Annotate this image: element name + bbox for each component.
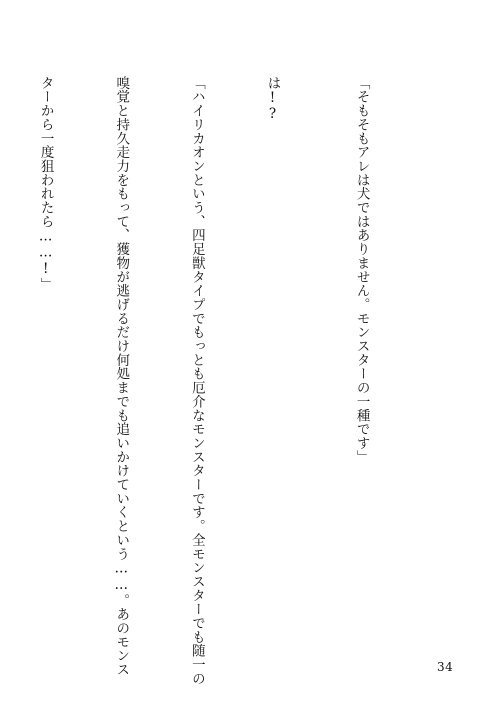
page-number: 34	[437, 660, 454, 674]
text-line: 「ハイリカオンという、四足獣タイプでもっとも厄介なモンスターです。全モンスターでも随一の	[188, 76, 205, 686]
text-line: 嗅覚と持久走力をもって、獲物が逃げるだけ何処までも追いかけていくという……。あのモンス	[113, 76, 130, 677]
vertical-text-body	[0, 76, 424, 686]
text-line: ターから一度狙われたら……!」	[37, 76, 54, 292]
text-line: は!?	[264, 76, 281, 123]
text-line: 「そもそもアレは犬ではありません。モンスターの一種です」	[353, 76, 370, 464]
